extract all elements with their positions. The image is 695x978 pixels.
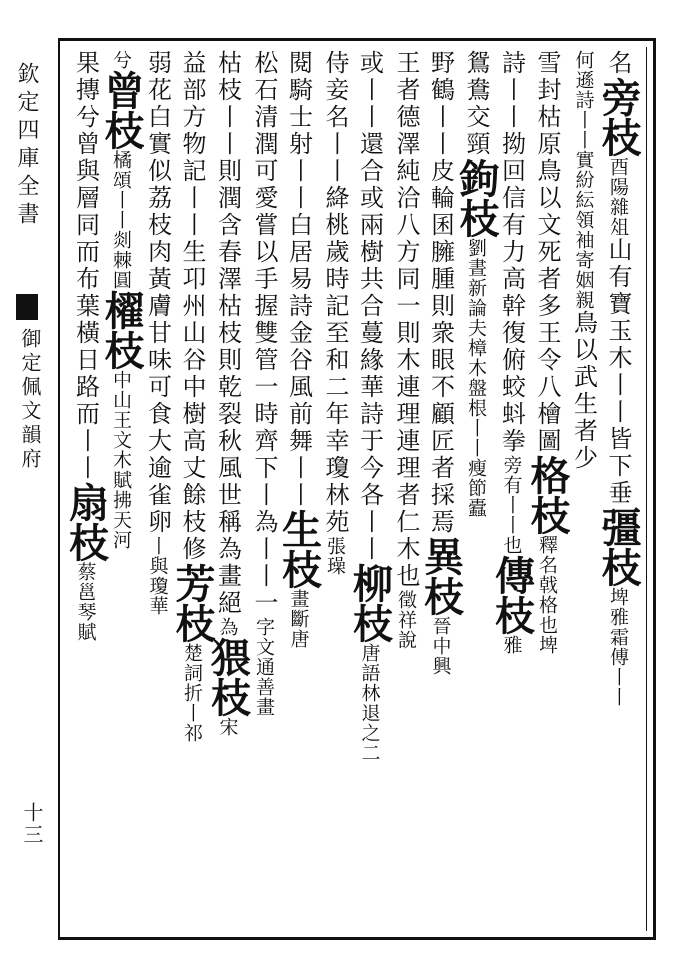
- annotation: 為: [216, 617, 239, 637]
- annotation: 退之二: [358, 703, 381, 763]
- frame-rule: [646, 47, 647, 931]
- body-text: 益部方物記丨丨生卭州山谷中樹高丈餘枝修: [178, 50, 206, 563]
- annotation: 酉陽雜俎: [607, 157, 629, 237]
- fish-tail-mark: [16, 294, 38, 320]
- annotation: 中山王文木賦拂天河: [110, 370, 132, 550]
- entry-headword: 芳枝: [169, 563, 216, 643]
- body-text: 果摶兮曾與層同: [71, 50, 100, 239]
- body-text: 野鶴丨丨: [426, 50, 455, 158]
- entry-headword: 彊枝: [595, 507, 642, 587]
- text-column: [453, 50, 500, 930]
- body-text: 名: [604, 50, 632, 77]
- annotation: 畫斷唐: [287, 589, 310, 649]
- body-text: 鳥以武生者少: [569, 310, 598, 472]
- body-text: 雪封枯原鳥以文死者多王令八檜圖: [533, 50, 561, 455]
- annotation: 宋: [216, 717, 239, 737]
- text-column: [388, 50, 424, 930]
- book-title: 欽定四庫全書: [14, 62, 39, 230]
- entry-headword: 生枝: [275, 509, 323, 589]
- text-column: [169, 50, 216, 930]
- entry-headword: 櫂枝: [98, 290, 145, 370]
- entry-headword: 傳枝: [488, 555, 536, 635]
- annotation: 唐語林: [358, 643, 381, 703]
- annotation: 何遜詩丨丨實紛紜領袖寄姻親: [572, 50, 595, 310]
- annotation: 橘頌丨丨剡棘圓: [110, 150, 132, 290]
- annotation: 晉中興: [429, 616, 452, 676]
- body-text: 枯枝丨丨則潤含春澤枯枝則乾裂秋風世稱為畫絕: [213, 50, 242, 617]
- text-column: [524, 50, 571, 930]
- annotation: 釋名戟格也: [536, 535, 558, 635]
- body-text: 閱騎士射丨丨白居易詩金谷風前舞丨丨: [284, 50, 313, 509]
- body-text: 松石清潤可愛嘗以手握雙管一時齊下丨為丨丨一: [250, 50, 278, 617]
- text-body: [62, 50, 642, 930]
- annotation: 蔡邕琴賦: [74, 562, 97, 642]
- body-text: 皮輪囷臃腫則衆眼不顧匠者採焉: [426, 158, 455, 536]
- annotation: 雅: [500, 635, 523, 655]
- annotation: 祁: [181, 723, 203, 743]
- entry-headword: 曾枝: [98, 70, 145, 150]
- annotation: 楚詞折丨: [181, 643, 203, 723]
- entry-headword: 猥枝: [204, 637, 252, 717]
- text-column: [62, 50, 110, 930]
- margin-column: [8, 62, 48, 942]
- text-column: [417, 50, 465, 930]
- annotation: 劉晝新論夫樟木盤根丨丨瘦節蠹: [465, 238, 487, 518]
- text-column: [139, 50, 175, 930]
- entry-headword: 旁枝: [595, 77, 642, 157]
- entry-headword: 扇枝: [62, 482, 110, 562]
- text-column: [204, 50, 252, 930]
- annotation: 字文通善畫: [253, 617, 275, 717]
- text-column: [595, 50, 642, 930]
- entry-headword: 異枝: [417, 536, 465, 616]
- body-text: 山有寶玉木丨丨皆下垂: [604, 237, 632, 507]
- annotation: 丨與瓊華: [146, 536, 169, 616]
- body-text: 或丨丨還合或兩樹共合蔓緣華詩于今各丨丨: [355, 50, 384, 563]
- annotation: 埤: [536, 635, 558, 655]
- page-number: 十三: [20, 802, 44, 846]
- text-column: [246, 50, 282, 930]
- text-column: [275, 50, 323, 930]
- entry-headword: 柳枝: [346, 563, 394, 643]
- body-text: 王者德澤純洽八方同一則木連理連理者仁木也: [392, 50, 420, 590]
- chapter-title: 御定佩文韻府: [18, 328, 42, 472]
- body-text: 侍妾名丨丨絳桃歲時記至和二年幸瓊林苑: [321, 50, 349, 536]
- body-text: 詩丨丨拗回信有力高幹復俯蛟蚪拳: [497, 50, 526, 455]
- text-column: [317, 50, 353, 930]
- annotation: 旁有丨丨也: [500, 455, 523, 555]
- body-text: 而布葉橫日路而丨丨: [71, 239, 100, 482]
- body-text: 弱花白實似荔枝肉黃膚甘味可食大逾雀卵: [143, 50, 172, 536]
- annotation: 兮: [110, 50, 132, 70]
- entry-headword: 鉤枝: [453, 158, 500, 238]
- entry-headword: 格枝: [524, 455, 571, 535]
- annotation: 埤雅霜傅丨丨: [607, 587, 629, 707]
- body-text: 鴛鴦交頸: [462, 50, 490, 158]
- text-column: [346, 50, 394, 930]
- annotation: 徵祥說: [395, 590, 417, 650]
- annotation: 張璪: [324, 536, 346, 576]
